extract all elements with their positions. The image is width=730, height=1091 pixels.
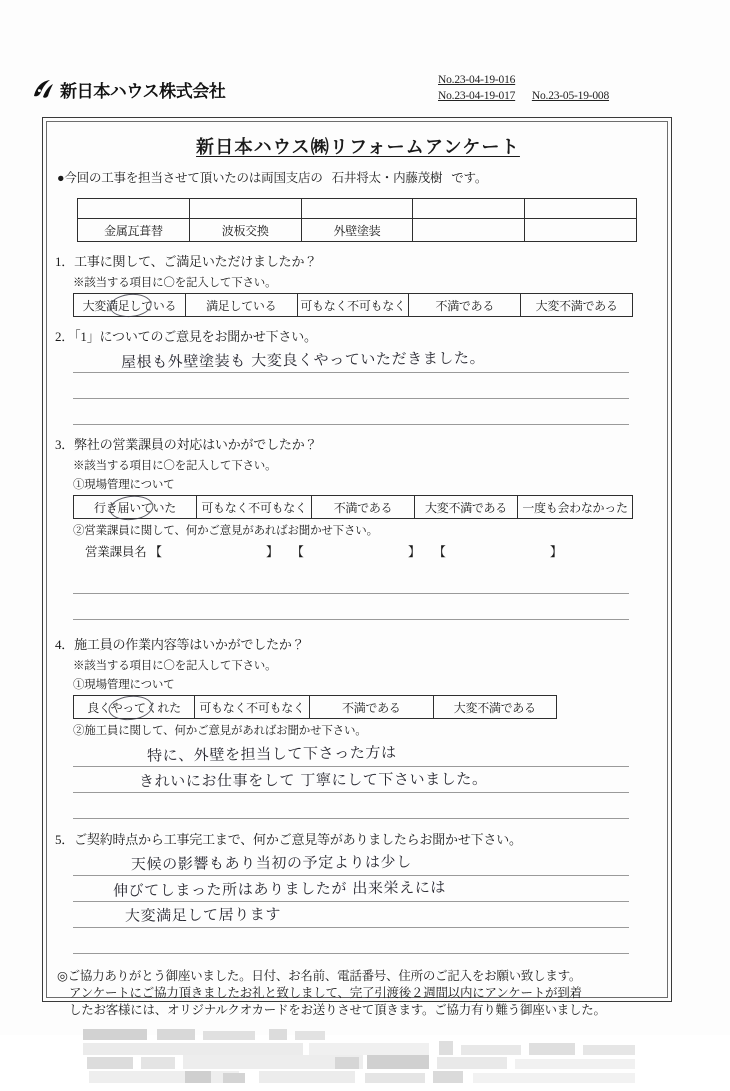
work-type-cell: 波板交換 bbox=[189, 219, 301, 242]
answer-line[interactable] bbox=[73, 928, 629, 954]
sales-staff-name-field-2[interactable]: 【 】 bbox=[291, 545, 421, 559]
question-4-text: 4．施工員の作業内容等はいかがでしたか？ bbox=[55, 637, 305, 652]
work-type-row bbox=[78, 219, 637, 242]
answer-line[interactable] bbox=[73, 767, 629, 793]
rating-option-label: 満足している bbox=[206, 298, 277, 313]
sales-staff-name-field-3[interactable]: 【 】 bbox=[433, 545, 563, 559]
question-4-rating-table[interactable] bbox=[73, 695, 557, 719]
document-number: No.23-04-19-017 bbox=[438, 90, 516, 102]
rating-option-label: 不満である bbox=[435, 298, 495, 313]
answer-line[interactable] bbox=[73, 902, 629, 928]
work-type-blank-cell bbox=[413, 199, 525, 219]
rating-option-label: 大変満足している bbox=[82, 298, 177, 313]
answer-line[interactable] bbox=[73, 850, 629, 876]
question-3-note: ※該当する項目に〇を記入して下さい。 bbox=[73, 460, 277, 472]
rating-option-1[interactable] bbox=[74, 496, 197, 519]
rating-option-label: 大変不満である bbox=[535, 298, 618, 313]
rating-option-4[interactable] bbox=[415, 496, 518, 519]
company-logo bbox=[30, 76, 226, 102]
rating-option-4[interactable] bbox=[409, 294, 521, 317]
rating-option-label: 大変不満である bbox=[453, 700, 536, 715]
lead-suffix: です。 bbox=[451, 171, 488, 185]
question-3-rating-table[interactable] bbox=[73, 495, 633, 519]
work-type-blank-cell bbox=[78, 199, 190, 219]
footer-note bbox=[57, 968, 661, 1019]
work-type-cell bbox=[413, 219, 525, 242]
sales-staff-name-row[interactable] bbox=[85, 542, 661, 560]
work-type-blank-cell bbox=[189, 199, 301, 219]
rating-option-label: 行き届いていた bbox=[94, 500, 176, 515]
question-4-note: ※該当する項目に〇を記入して下さい。 bbox=[73, 660, 277, 672]
handwritten-answer: 天候の影響もあり当初の予定よりは少し bbox=[130, 852, 412, 874]
rating-option-label: 可もなく不可もなく bbox=[201, 500, 307, 515]
rating-option-3[interactable] bbox=[312, 496, 415, 519]
handwritten-answer: 大変満足して居ります bbox=[124, 905, 282, 925]
answer-line[interactable] bbox=[73, 876, 629, 902]
question-1-rating-table[interactable] bbox=[73, 293, 633, 317]
rating-row bbox=[74, 696, 557, 719]
handwritten-answer: 伸びてしまった所はありましたが 出来栄えには bbox=[112, 878, 447, 900]
rating-option-2[interactable] bbox=[195, 696, 310, 719]
question-1-note: ※該当する項目に〇を記入して下さい。 bbox=[73, 277, 277, 289]
form-title: 新日本ハウス㈱リフォームアンケート bbox=[196, 137, 520, 157]
answer-line[interactable] bbox=[73, 373, 629, 399]
rating-row bbox=[74, 496, 633, 519]
redacted-personal-info bbox=[73, 1029, 645, 1091]
document-number-row-1 bbox=[438, 72, 609, 88]
rating-option-5[interactable] bbox=[521, 294, 633, 317]
rating-option-1[interactable] bbox=[74, 294, 186, 317]
answer-line[interactable] bbox=[73, 793, 629, 819]
letterhead bbox=[0, 72, 730, 116]
staff-in-charge-names: 石井将太・内藤茂樹 bbox=[331, 171, 443, 185]
answer-line[interactable] bbox=[73, 741, 629, 767]
handwritten-answer: 屋根も外壁塗装も 大変良くやっていただきました。 bbox=[120, 348, 486, 372]
footer-line-3: したお客様には、オリジナルクオカードをお送りさせて頂きます。ご協力有り難う御座いました。 bbox=[69, 1003, 606, 1017]
rating-option-2[interactable] bbox=[197, 496, 312, 519]
rating-option-label: 可もなく不可もなく bbox=[300, 298, 406, 313]
work-type-cell: 金属瓦葺替 bbox=[78, 219, 190, 242]
rating-option-label: 大変不満である bbox=[425, 500, 507, 515]
rating-option-2[interactable] bbox=[185, 294, 297, 317]
rating-option-4[interactable] bbox=[433, 696, 557, 719]
rating-option-label: 不満である bbox=[341, 700, 401, 715]
answer-line[interactable] bbox=[73, 594, 629, 620]
answer-line[interactable] bbox=[73, 399, 629, 425]
lead-sentence bbox=[57, 168, 661, 186]
question-4-answer-area[interactable] bbox=[73, 741, 629, 819]
rating-option-5[interactable] bbox=[518, 496, 633, 519]
rating-option-3[interactable] bbox=[310, 696, 434, 719]
work-type-blank-cell bbox=[301, 199, 413, 219]
rating-option-1[interactable] bbox=[74, 696, 195, 719]
question-3-sub-question: ②営業課員に関して、何かご意見があればお聞かせ下さい。 bbox=[73, 525, 378, 537]
document-number: No.23-05-19-008 bbox=[531, 90, 610, 102]
company-name: 新日本ハウス株式会社 bbox=[60, 81, 226, 101]
sales-staff-name-field-1[interactable]: 【 】 bbox=[149, 545, 279, 559]
rating-option-label: 一度も会わなかった bbox=[522, 500, 628, 515]
question-3-text: 3．弊社の営業課員の対応はいかがでしたか？ bbox=[55, 437, 318, 452]
question-5-answer-area[interactable] bbox=[73, 850, 629, 954]
question-1-text: 1．工事に関して、ご満足いただけましたか？ bbox=[55, 254, 318, 269]
question-2-text: 2．「1」についてのご意見をお聞かせ下さい。 bbox=[55, 329, 317, 344]
company-logo-mark-icon bbox=[30, 76, 56, 102]
document-number: No.23-04-19-016 bbox=[438, 74, 516, 86]
work-type-cell: 外壁塗装 bbox=[301, 219, 413, 242]
question-4-sub-question: ②施工員に関して、何かご意見があればお聞かせ下さい。 bbox=[73, 725, 367, 737]
sales-staff-name-label: 営業課員名 bbox=[85, 545, 147, 559]
handwritten-answer: 特に、外壁を担当して下さった方は bbox=[146, 743, 397, 765]
document-numbers bbox=[438, 72, 609, 104]
work-type-table bbox=[77, 198, 637, 242]
rating-row bbox=[74, 294, 633, 317]
work-type-cell bbox=[525, 219, 637, 242]
lead-prefix: ●今回の工事を担当させて頂いたのは両国支店の bbox=[57, 171, 323, 185]
rating-option-3[interactable] bbox=[297, 294, 409, 317]
work-type-blank-cell bbox=[525, 199, 637, 219]
question-2-answer-area[interactable] bbox=[73, 347, 629, 425]
footer-line-2: アンケートにご協力頂きましたお礼と致しまして、完了引渡後２週間以内にアンケートが到着 bbox=[69, 986, 582, 1000]
work-type-blank-row bbox=[78, 199, 637, 219]
answer-line[interactable] bbox=[73, 568, 629, 594]
form-frame bbox=[42, 117, 672, 1017]
rating-option-label: 良くやってくれた bbox=[87, 700, 181, 715]
question-5-text: 5．ご契約時点から工事完工まで、何かご意見等がありましたらお聞かせ下さい。 bbox=[55, 832, 522, 847]
handwritten-answer: きれいにお仕事をして 丁寧にして下さいました。 bbox=[138, 769, 488, 791]
document-number-row-2 bbox=[438, 88, 609, 104]
answer-line[interactable] bbox=[73, 347, 629, 373]
rating-option-label: 不満である bbox=[333, 500, 393, 515]
question-3-answer-area[interactable] bbox=[73, 568, 629, 620]
question-3-subheading: ①現場管理について bbox=[73, 479, 175, 491]
question-4-subheading: ①現場管理について bbox=[73, 679, 175, 691]
rating-option-label: 可もなく不可もなく bbox=[199, 700, 305, 715]
footer-line-1: ◎ご協力ありがとう御座いました。日付、お名前、電話番号、住所のご記入をお願い致します。 bbox=[57, 969, 582, 983]
